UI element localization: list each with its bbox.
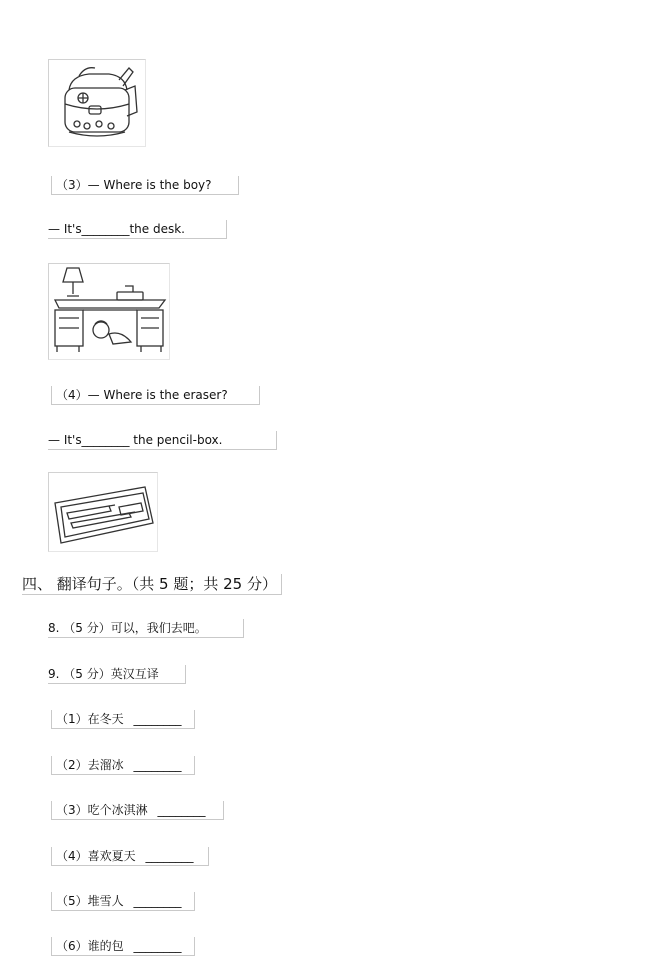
section-4-heading xyxy=(22,574,282,595)
question-9 xyxy=(48,665,186,684)
question-4-text: （4）— Where is the eraser? xyxy=(56,388,228,402)
q9-item-2 xyxy=(51,756,195,775)
q9-item-1-blank[interactable]: ________ xyxy=(133,712,182,726)
answer-3-prefix: — It's xyxy=(48,222,82,236)
q9-item-6-blank[interactable]: ________ xyxy=(133,939,182,953)
q9-item-3 xyxy=(51,801,224,820)
section-4-title: 四、 翻译句子。（共 5 题；共 25 分） xyxy=(22,575,277,593)
q9-item-5 xyxy=(51,892,195,911)
q9-item-3-label: （3）吃个冰淇淋 xyxy=(56,803,148,817)
answer-3-blank[interactable]: ________ xyxy=(81,222,130,236)
q9-item-6-label: （6）谁的包 xyxy=(56,939,124,953)
q9-item-1-label: （1）在冬天 xyxy=(56,712,124,726)
q9-item-4-blank[interactable]: ________ xyxy=(145,849,194,863)
answer-4 xyxy=(48,431,277,450)
question-3 xyxy=(51,176,239,195)
question-8-text: 可以，我们去吧。 xyxy=(110,621,207,635)
q9-item-2-blank[interactable]: ________ xyxy=(133,758,182,772)
desk-image xyxy=(48,263,170,360)
question-9-text: 英汉互译 xyxy=(110,667,159,681)
q9-item-4-label: （4）喜欢夏天 xyxy=(56,849,136,863)
q9-item-6 xyxy=(51,937,195,956)
q9-item-2-label: （2）去溜冰 xyxy=(56,758,124,772)
question-8-points: （5 分） xyxy=(63,621,111,635)
question-8-number: 8. xyxy=(48,621,60,635)
schoolbag-image xyxy=(48,59,146,147)
question-9-points: （5 分） xyxy=(63,667,111,681)
desk-with-boy-icon xyxy=(49,264,169,359)
schoolbag-icon xyxy=(49,60,145,146)
question-8 xyxy=(48,619,244,638)
pencil-box-image xyxy=(48,472,158,552)
q9-item-3-blank[interactable]: ________ xyxy=(157,803,206,817)
answer-4-suffix: the pencil-box. xyxy=(129,433,223,447)
answer-4-prefix: — It's xyxy=(48,433,82,447)
q9-item-5-label: （5）堆雪人 xyxy=(56,894,124,908)
answer-3-suffix: the desk. xyxy=(129,222,185,236)
q9-item-5-blank[interactable]: ________ xyxy=(133,894,182,908)
question-9-number: 9. xyxy=(48,667,60,681)
answer-3 xyxy=(48,220,227,239)
question-3-text: （3）— Where is the boy? xyxy=(56,178,212,192)
question-4 xyxy=(51,386,260,405)
pencil-box-icon xyxy=(49,473,157,551)
q9-item-1 xyxy=(51,710,195,729)
answer-4-blank[interactable]: ________ xyxy=(81,433,130,447)
q9-item-4 xyxy=(51,847,209,866)
